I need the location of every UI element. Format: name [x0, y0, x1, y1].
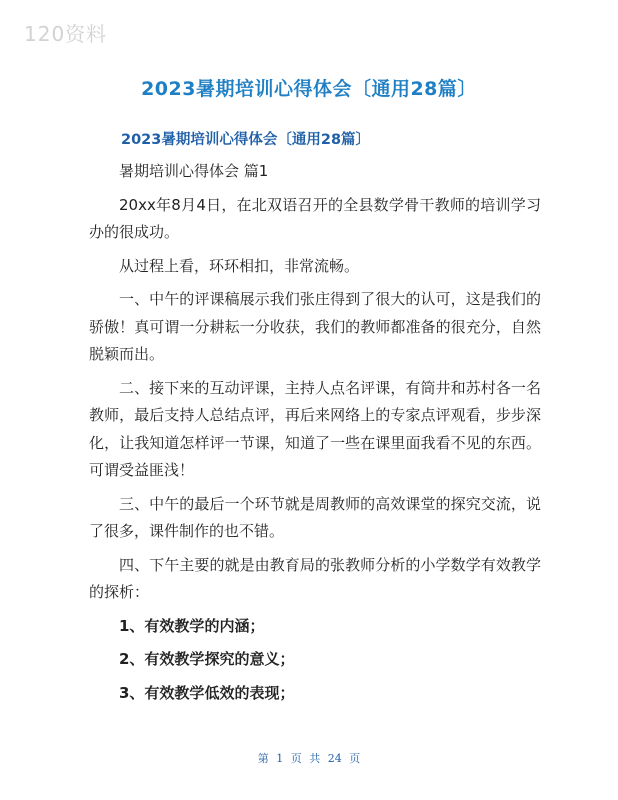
document-title: 2023暑期培训心得体会〔通用28篇〕 [141, 78, 477, 100]
list-item: 1、有效教学的内涵； [119, 616, 265, 635]
paragraph: 从过程上看，环环相扣，非常流畅。 [119, 256, 360, 275]
paragraph: 20xx年8月4日，在北双语召开的全县数学骨干教师的培训学习办的很成功。 [89, 195, 541, 241]
page-number-footer: 第 1 页 共 24 页 [257, 752, 361, 765]
watermark-logo: 120资料 [24, 22, 108, 46]
paragraph-heading: 暑期培训心得体会 篇1 [119, 162, 269, 180]
section-title: 2023暑期培训心得体会〔通用28篇〕 [121, 132, 371, 148]
document-body [89, 158, 541, 713]
list-item: 3、有效教学低效的表现； [119, 683, 295, 702]
paragraph: 一、中午的评课稿展示我们张庄得到了很大的认可，这是我们的骄傲！真可谓一分耕耘一分收获，我们的教师都准备的很充分，自然脱颖而出。 [89, 290, 541, 363]
paragraph: 四、下午主要的就是由教育局的张教师分析的小学数学有效教学的探析： [89, 555, 541, 601]
paragraph: 二、接下来的互动评课，主持人点名评课，有筒井和苏村各一名教师，最后支持人总结点评，再后来网络上的专家点评观看，步步深化，让我知道怎样评一节课，知道了一些在课里面我看不见的东西。可谓受益匪浅！ [89, 378, 541, 479]
paragraph: 三、中午的最后一个环节就是周教师的高效课堂的探究交流，说了很多，课件制作的也不错。 [89, 494, 541, 540]
list-item: 2、有效教学探究的意义； [119, 650, 295, 668]
